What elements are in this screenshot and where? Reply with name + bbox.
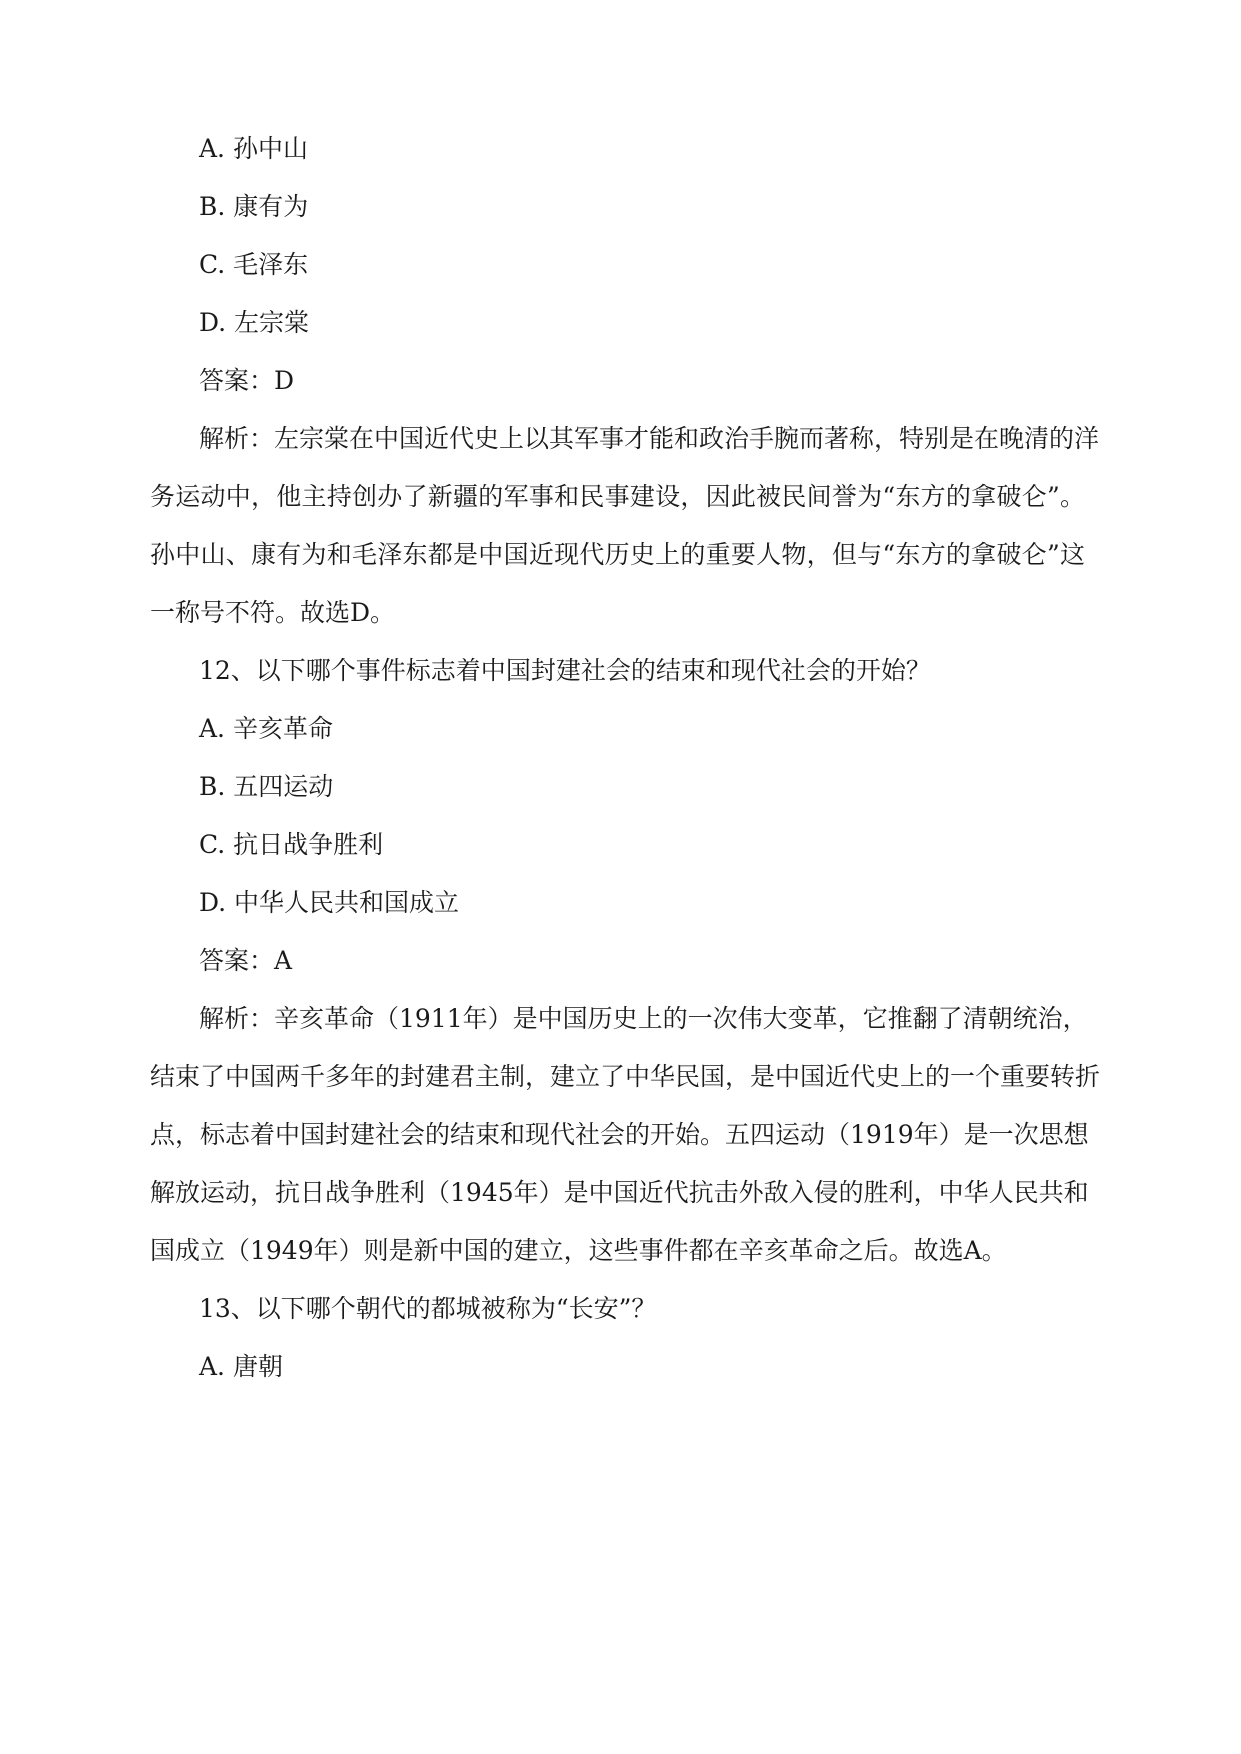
q12-explanation-line-3: 点，标志着中国封建社会的结束和现代社会的开始。五四运动（1919年）是一次思想 — [150, 1120, 1089, 1149]
q11-explanation-line-3: 孙中山、康有为和毛泽东都是中国近现代历史上的重要人物，但与“东方的拿破仑”这 — [150, 540, 1085, 569]
q12-option-b: B. 五四运动 — [199, 772, 334, 801]
q12-explanation-line-5: 国成立（1949年）则是新中国的建立，这些事件都在辛亥革命之后。故选A。 — [150, 1236, 1007, 1265]
q12-option-d: D. 中华人民共和国成立 — [199, 888, 460, 917]
q13-option-a: A. 唐朝 — [199, 1352, 283, 1381]
q11-option-d: D. 左宗棠 — [199, 308, 310, 337]
q11-answer: 答案：D — [199, 366, 295, 395]
q12-option-c: C. 抗日战争胜利 — [199, 830, 384, 859]
q12-question: 12、以下哪个事件标志着中国封建社会的结束和现代社会的开始？ — [199, 656, 931, 685]
q12-explanation-line-1: 解析：辛亥革命（1911年）是中国历史上的一次伟大变革，它推翻了清朝统治， — [199, 1004, 1088, 1033]
q12-option-a: A. 辛亥革命 — [199, 714, 333, 743]
q13-question: 13、以下哪个朝代的都城被称为“长安”？ — [199, 1294, 657, 1323]
q11-explanation-line-2: 务运动中，他主持创办了新疆的军事和民事建设，因此被民间誉为“东方的拿破仑”。 — [150, 482, 1085, 511]
q12-explanation-line-4: 解放运动，抗日战争胜利（1945年）是中国近代抗击外敌入侵的胜利，中华人民共和 — [150, 1178, 1089, 1207]
q11-option-c: C. 毛泽东 — [199, 250, 309, 279]
q12-answer: 答案：A — [199, 946, 293, 975]
q11-explanation-line-1: 解析：左宗棠在中国近代史上以其军事才能和政治手腕而著称，特别是在晚清的洋 — [199, 424, 1100, 453]
q11-option-a: A. 孙中山 — [199, 134, 308, 163]
q11-option-b: B. 康有为 — [199, 192, 309, 221]
q12-explanation-line-2: 结束了中国两千多年的封建君主制，建立了中华民国，是中国近代史上的一个重要转折 — [150, 1062, 1101, 1091]
q11-explanation-line-4: 一称号不符。故选D。 — [150, 598, 396, 627]
